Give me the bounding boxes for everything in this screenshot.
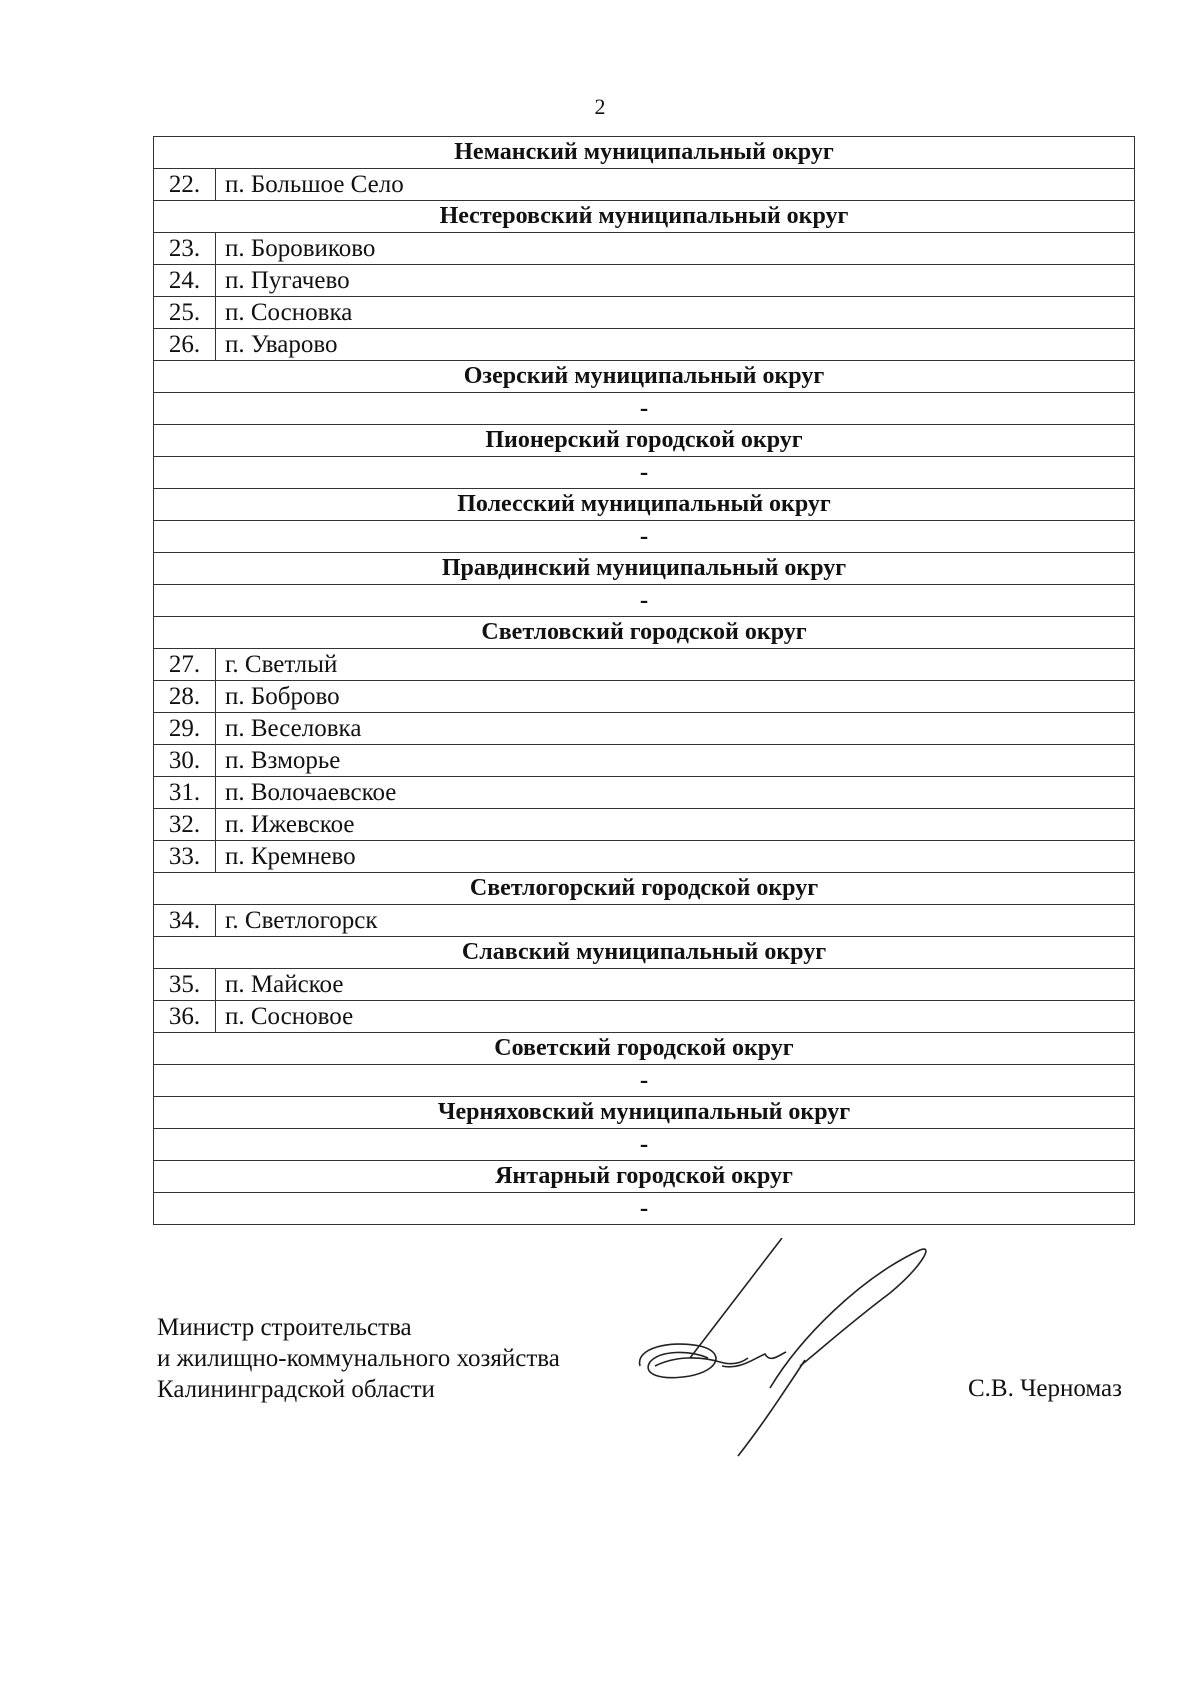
- table-row: [154, 969, 1135, 1001]
- row-number: 23.: [154, 233, 216, 265]
- settlement-name: п. Кремнево: [216, 841, 1135, 873]
- table-row: [154, 681, 1135, 713]
- row-number: 24.: [154, 265, 216, 297]
- section-title: Пионерский городской округ: [154, 425, 1135, 457]
- section-header-row: [154, 361, 1135, 393]
- empty-row: [154, 1065, 1135, 1097]
- position-line: Министр строительства: [157, 1314, 412, 1341]
- row-number: 34.: [154, 905, 216, 937]
- empty-marker: -: [154, 1129, 1135, 1161]
- table-row: [154, 169, 1135, 201]
- section-header-row: [154, 937, 1135, 969]
- settlements-table-body: [154, 137, 1135, 1225]
- table-row: [154, 713, 1135, 745]
- empty-marker: -: [154, 1193, 1135, 1225]
- row-number: 25.: [154, 297, 216, 329]
- position-line: Калининградской области: [157, 1376, 435, 1403]
- settlement-name: г. Светлогорск: [216, 905, 1135, 937]
- section-title: Светловский городской округ: [154, 617, 1135, 649]
- row-number: 32.: [154, 809, 216, 841]
- empty-marker: -: [154, 457, 1135, 489]
- section-header-row: [154, 201, 1135, 233]
- section-title: Озерский муниципальный округ: [154, 361, 1135, 393]
- row-number: 27.: [154, 649, 216, 681]
- empty-marker: -: [154, 585, 1135, 617]
- section-header-row: [154, 1161, 1135, 1193]
- section-header-row: [154, 489, 1135, 521]
- handwritten-signature: [630, 1238, 930, 1458]
- table-row: [154, 745, 1135, 777]
- table-row: [154, 777, 1135, 809]
- section-header-row: [154, 617, 1135, 649]
- empty-marker: -: [154, 521, 1135, 553]
- row-number: 33.: [154, 841, 216, 873]
- table-row: [154, 297, 1135, 329]
- settlement-name: п. Боровиково: [216, 233, 1135, 265]
- empty-row: [154, 1129, 1135, 1161]
- row-number: 35.: [154, 969, 216, 1001]
- row-number: 31.: [154, 777, 216, 809]
- row-number: 22.: [154, 169, 216, 201]
- settlement-name: п. Ижевское: [216, 809, 1135, 841]
- section-header-row: [154, 425, 1135, 457]
- table-row: [154, 329, 1135, 361]
- settlement-name: п. Взморье: [216, 745, 1135, 777]
- section-header-row: [154, 553, 1135, 585]
- empty-row: [154, 457, 1135, 489]
- settlement-name: п. Волочаевское: [216, 777, 1135, 809]
- row-number: 26.: [154, 329, 216, 361]
- section-title: Янтарный городской округ: [154, 1161, 1135, 1193]
- settlement-name: п. Веселовка: [216, 713, 1135, 745]
- empty-row: [154, 521, 1135, 553]
- section-title: Неманский муниципальный округ: [154, 137, 1135, 169]
- position-line: и жилищно-коммунального хозяйства: [157, 1345, 560, 1372]
- row-number: 28.: [154, 681, 216, 713]
- table-row: [154, 265, 1135, 297]
- settlement-name: г. Светлый: [216, 649, 1135, 681]
- settlement-name: п. Сосновка: [216, 297, 1135, 329]
- table-row: [154, 809, 1135, 841]
- table-row: [154, 841, 1135, 873]
- section-title: Нестеровский муниципальный округ: [154, 201, 1135, 233]
- signature-block: [157, 1312, 560, 1405]
- page-number: 2: [594, 94, 606, 119]
- empty-marker: -: [154, 1065, 1135, 1097]
- empty-row: [154, 585, 1135, 617]
- empty-row: [154, 393, 1135, 425]
- row-number: 30.: [154, 745, 216, 777]
- settlement-name: п. Пугачево: [216, 265, 1135, 297]
- section-title: Черняховский муниципальный округ: [154, 1097, 1135, 1129]
- table-row: [154, 233, 1135, 265]
- settlements-table: [153, 136, 1135, 1225]
- empty-row: [154, 1193, 1135, 1225]
- table-row: [154, 649, 1135, 681]
- signer-name: С.В. Черномаз: [968, 1375, 1122, 1402]
- settlement-name: п. Боброво: [216, 681, 1135, 713]
- empty-marker: -: [154, 393, 1135, 425]
- section-title: Светлогорский городской округ: [154, 873, 1135, 905]
- row-number: 29.: [154, 713, 216, 745]
- section-header-row: [154, 873, 1135, 905]
- section-header-row: [154, 1097, 1135, 1129]
- table-row: [154, 1001, 1135, 1033]
- table-row: [154, 905, 1135, 937]
- section-title: Славский муниципальный округ: [154, 937, 1135, 969]
- settlement-name: п. Большое Село: [216, 169, 1135, 201]
- settlement-name: п. Майское: [216, 969, 1135, 1001]
- settlement-name: п. Сосновое: [216, 1001, 1135, 1033]
- row-number: 36.: [154, 1001, 216, 1033]
- section-header-row: [154, 137, 1135, 169]
- section-title: Советский городской округ: [154, 1033, 1135, 1065]
- section-header-row: [154, 1033, 1135, 1065]
- section-title: Полесский муниципальный округ: [154, 489, 1135, 521]
- settlement-name: п. Уварово: [216, 329, 1135, 361]
- section-title: Правдинский муниципальный округ: [154, 553, 1135, 585]
